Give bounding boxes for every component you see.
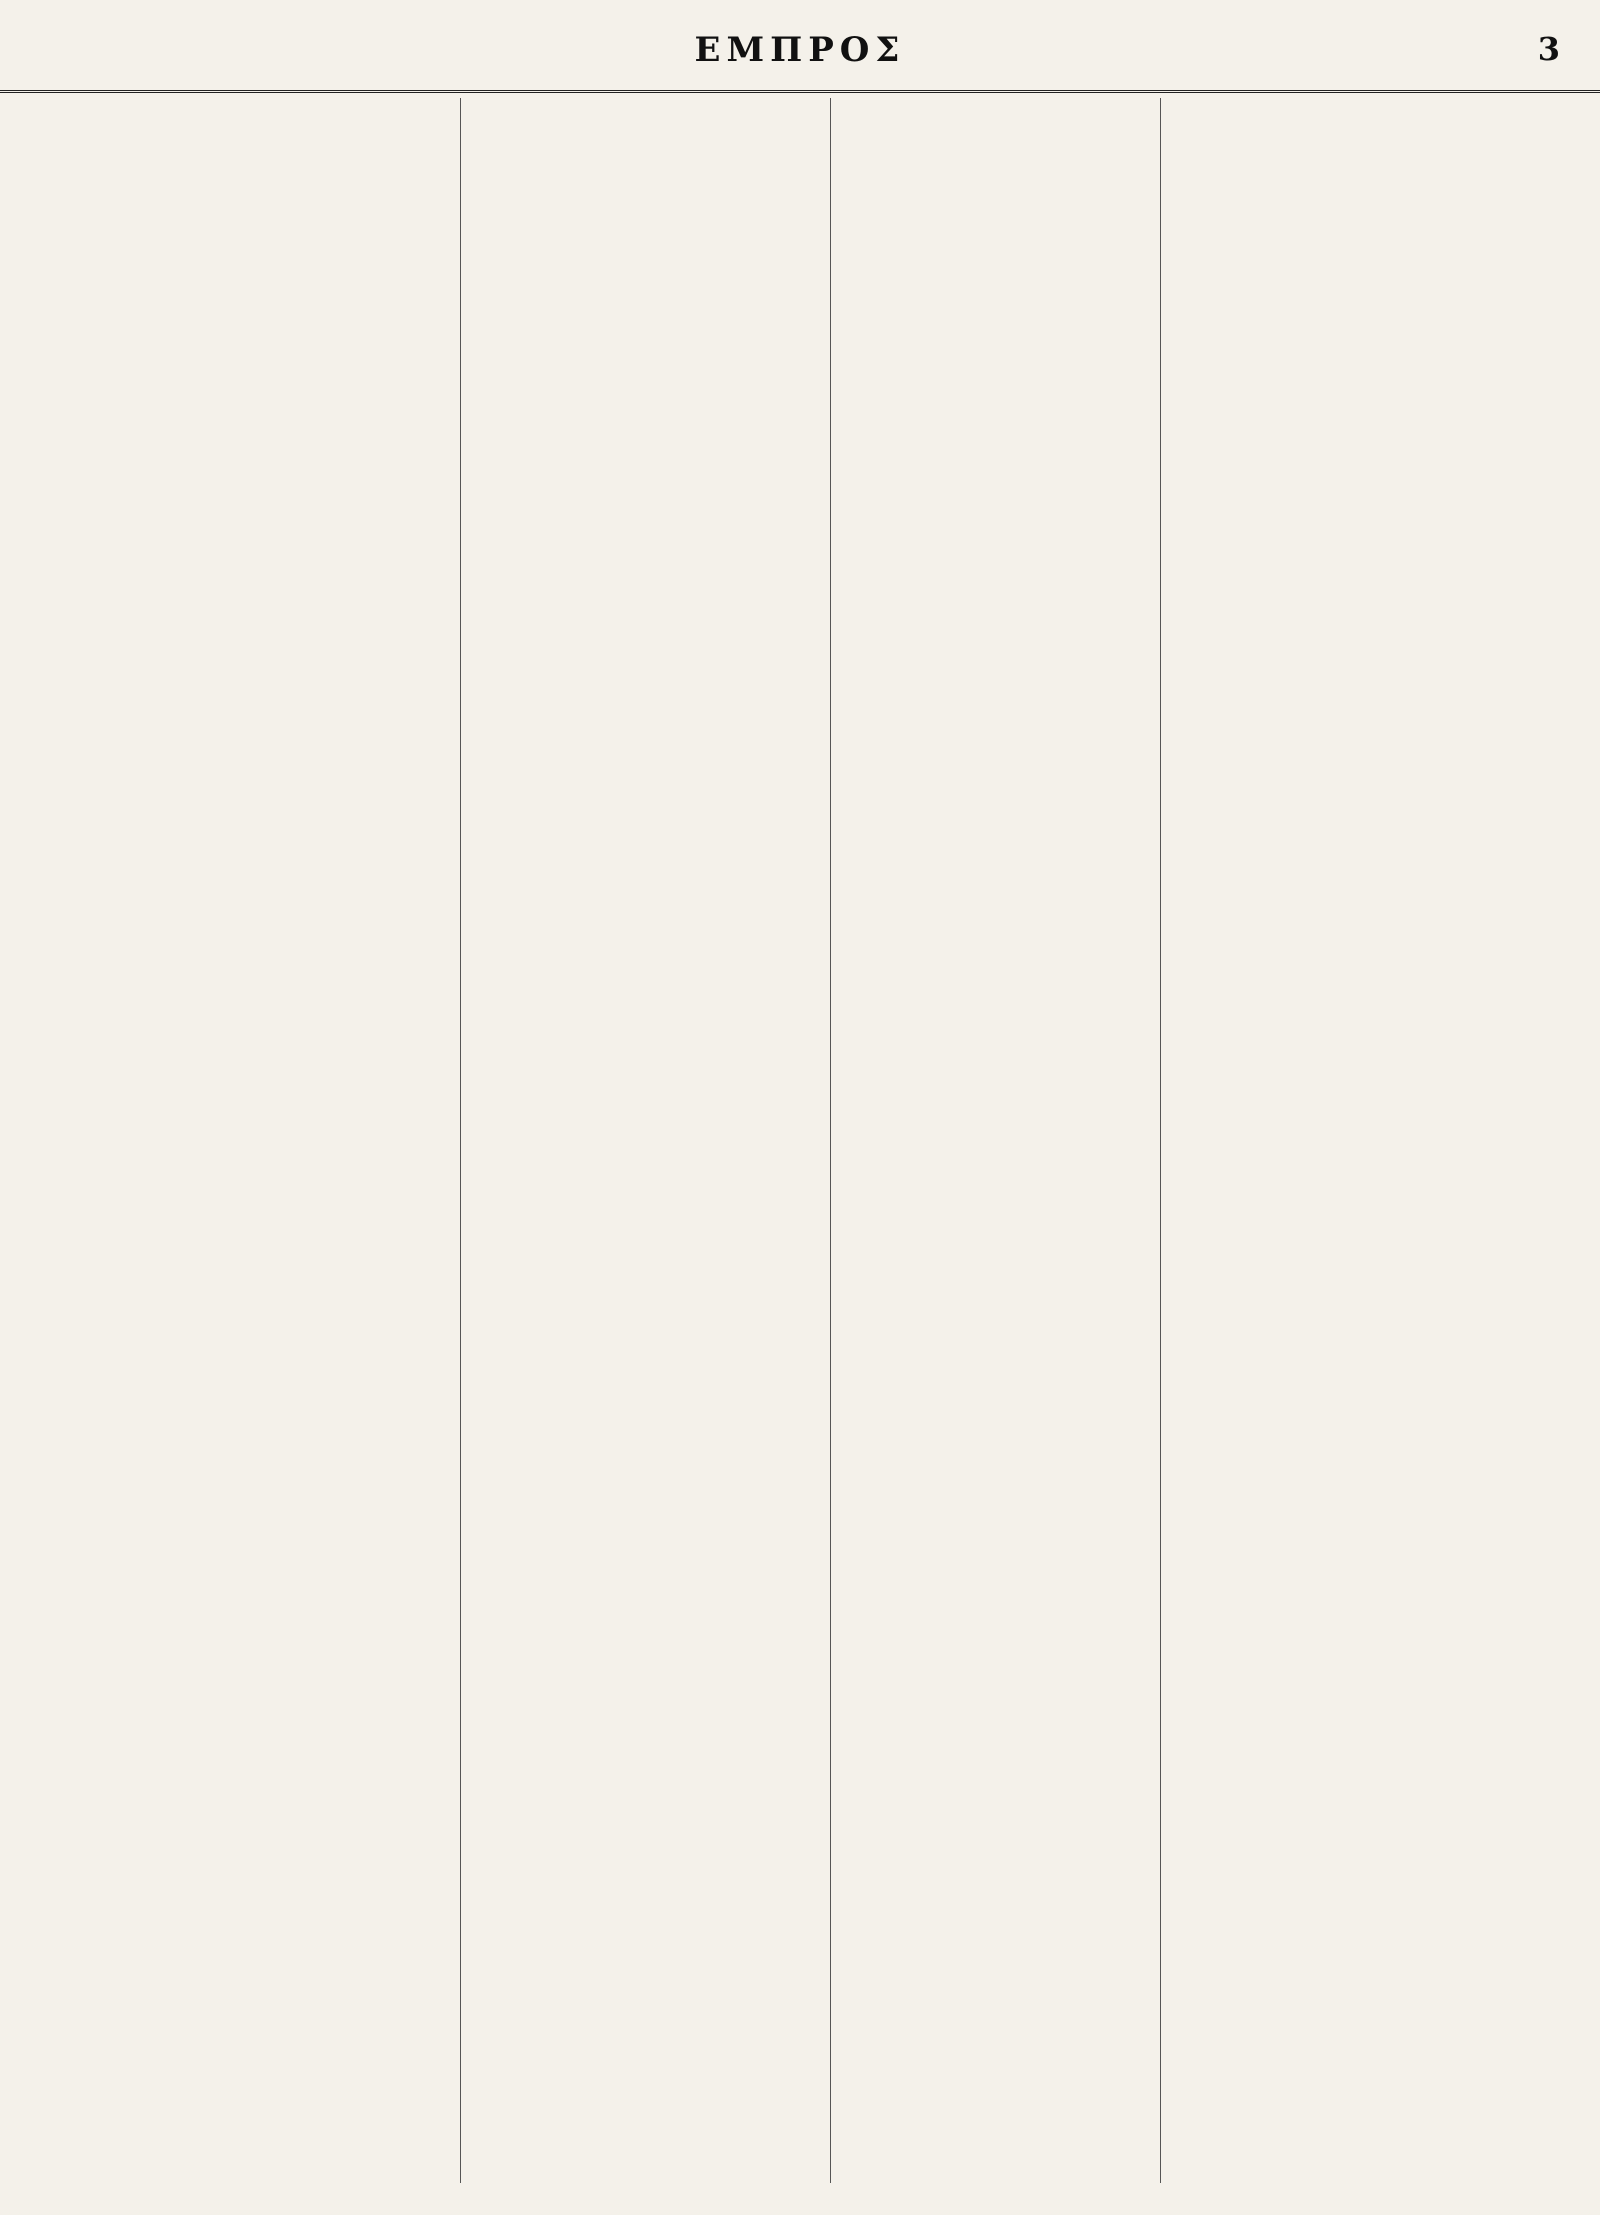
text-column-3 (840, 98, 1161, 2183)
page-number: 3 (1537, 30, 1560, 68)
masthead (0, 0, 1600, 93)
text-column-2 (470, 98, 831, 2183)
text-column-4 (1170, 98, 1550, 2183)
running-head: ΕΜΠΡΟΣ (694, 30, 906, 70)
text-column-1 (60, 98, 461, 2183)
